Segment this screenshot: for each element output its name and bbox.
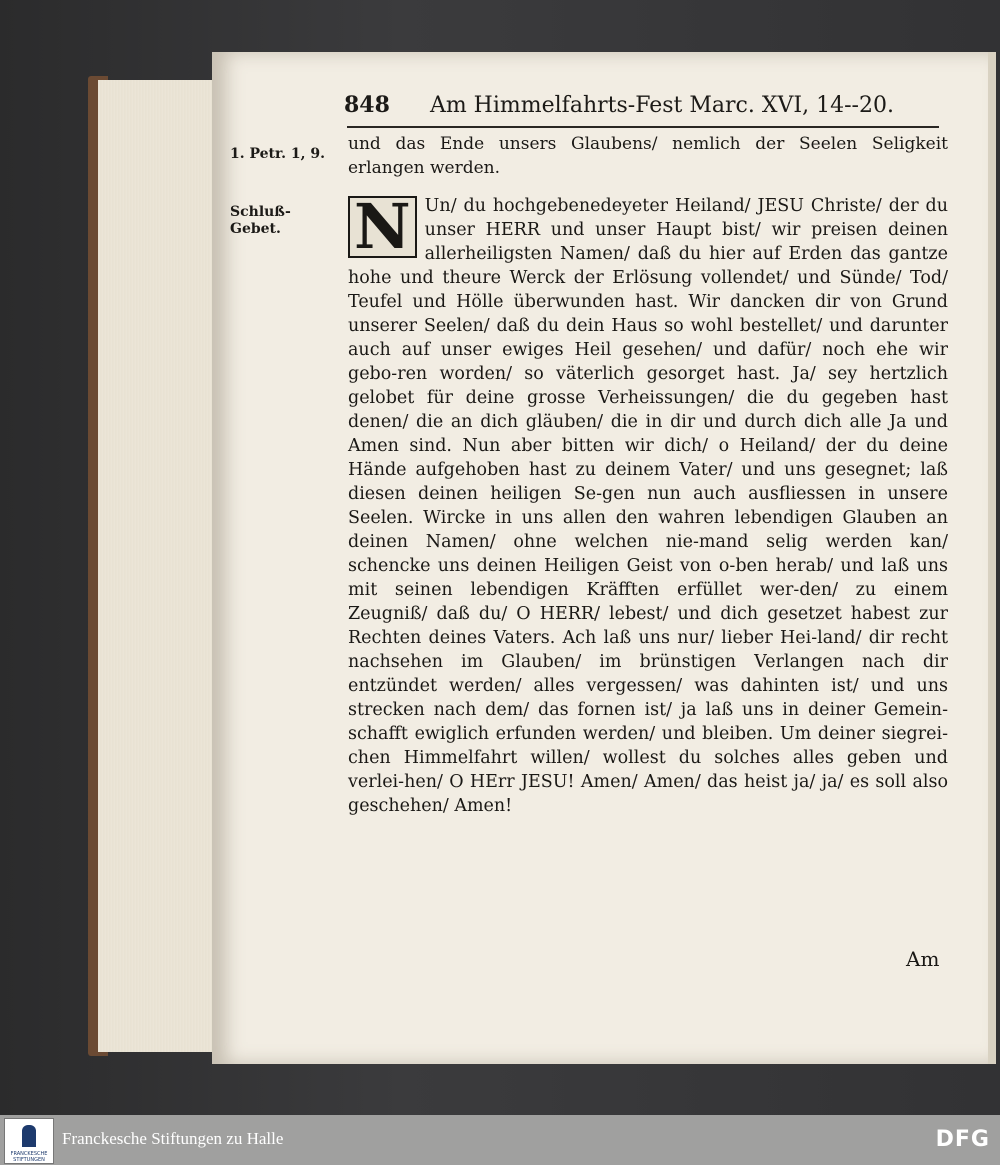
franckesche-logo[interactable] (4, 1118, 54, 1164)
building-icon (22, 1125, 36, 1147)
margin-note-section: Schluß-Gebet. (230, 204, 291, 237)
viewer-footer (0, 1115, 1000, 1165)
page-number: 848 (344, 92, 390, 118)
margin-note-reference: 1. Petr. 1, 9. (230, 146, 325, 162)
catchword: Am (906, 947, 940, 971)
running-head-title: Am Himmelfahrts-Fest Marc. XVI, 14--20. (429, 93, 894, 118)
logo-text: FRANCKESCHE STIFTUNGEN (10, 1151, 48, 1163)
continuation-line: und das Ende unsers Glaubens/ nemlich der Seelen Seligkeit erlangen werden. (348, 134, 948, 178)
running-header (344, 92, 964, 118)
dfg-logo[interactable]: DFG (935, 1127, 990, 1152)
dropcap-initial: N (348, 196, 417, 258)
page-edges (98, 80, 218, 1052)
book-page (212, 52, 988, 1064)
prayer-paragraph (348, 190, 948, 818)
page-right-edge (988, 52, 996, 1064)
prayer-text: Un/ du hochgebenedeyeter Heiland/ JESU Christe/ der du unser HERR und unser Haupt bist/ wir preisen deinen allerheiligsten Namen/ daß du hier auf Erden das gantze hohe und theure Werck der Erlösung vollendet/ und Sünde/ Tod/ Teufel und Hölle überwunden hast. Wir dancken dir von Grund unserer Seelen/ daß du dein Haus so wohl bestellet/ und darunter auch auf unser ewiges Heil gesehen/ und dafür/ noch ehe wir gebo-ren worden/ so väterlich gesorget hast. Ja/ sey hertzlich gelobet für deine grosse Verheissungen/ die du gegeben hast denen/ die an dich gläuben/ die in dir und durch dich alle Ja und Amen sind. Nun aber bitten wir dich/ o Heiland/ der du deine Hände aufgehoben hast zu deinem Vater/ und uns gesegnet; laß diesen deinen heiligen Se-gen nun auch ausfliessen in unsere Seelen. Wircke in uns allen den wahren lebendigen Glauben an deinen Namen/ ohne welchen nie-mand selig werden kan/ schencke uns deinen Heiligen Geist von o-ben herab/ und laß uns mit seinen lebendigen Kräfften erfüllet wer-den/ zu einem Zeugniß/ daß du/ O HERR/ lebest/ und dich gesetzet habest zur Rechten deines Vaters. Ach laß uns nur/ lieber Hei-land/ dir recht nachsehen im Glauben/ im brünstigen Verlangen nach dir entzündet werden/ alles vergessen/ was dahinten ist/ und uns strecken nach dem/ das fornen ist/ ja laß uns in deiner Gemein-schafft ewiglich erfunden werden/ und bleiben. Um deiner siegrei-chen Himmelfahrt willen/ wollest du solches alles geben und verlei-hen/ O HErr JESU! Amen/ Amen/ das heist ja/ ja/ es soll also geschehen/ Amen! (348, 196, 948, 816)
page-body (348, 132, 948, 818)
institution-name: Franckesche Stiftungen zu Halle (62, 1129, 284, 1148)
header-rule (347, 126, 939, 128)
